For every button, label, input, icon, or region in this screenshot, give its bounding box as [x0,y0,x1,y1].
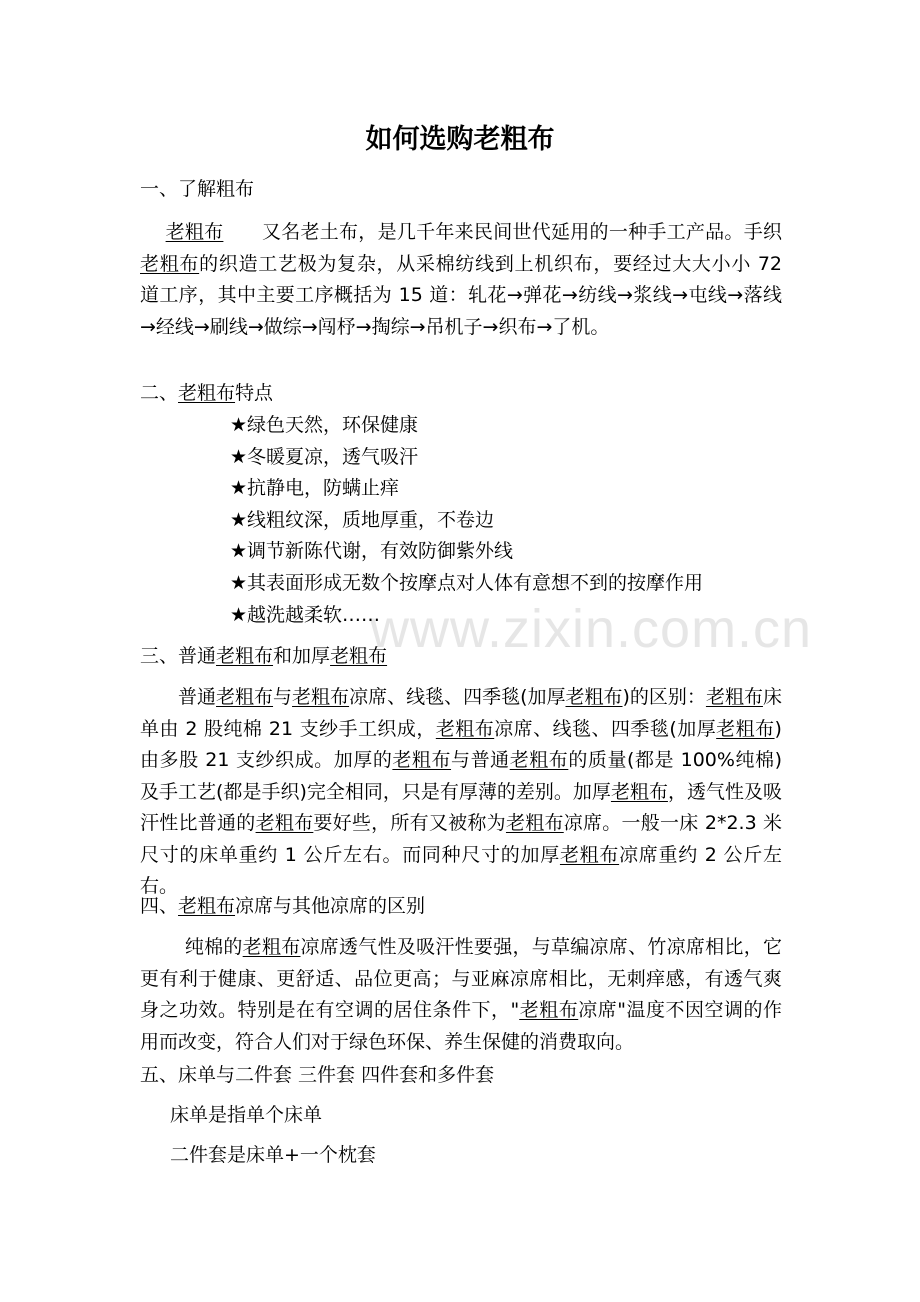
text-run: 与 [273,686,293,708]
term-lao-cu-bu: 老粗布 [565,686,623,708]
heading-text: 和加厚 [273,645,331,667]
term-lao-cu-bu: 老粗布 [242,936,301,958]
term-lao-cu-bu: 老粗布 [705,686,763,708]
text-run: ，透气性及吸汗性比普通的 [140,780,782,834]
section-4-heading [140,893,425,919]
text-run: 又名老土布，是几千年来民间世代延用的一种手工产品。手织 [223,221,782,243]
term-lao-cu-bu: 老粗布 [216,686,274,708]
page-title: 如何选购老粗布 [365,124,555,155]
term-lao-cu-bu: 老粗布 [165,221,224,243]
heading-number: 四、 [140,895,179,917]
text-run: 普通 [140,686,217,708]
term-lao-cu-bu: 老粗布 [509,749,569,771]
term-lao-cu-bu: 老粗布 [178,895,236,917]
heading-text: 凉席与其他凉席的区别 [235,895,426,917]
text-run: 纯棉的 [140,936,243,958]
text-run: 凉席、线毯、四季毯(加厚 [349,686,566,708]
feature-list [230,410,703,631]
feature-item: ★调节新陈代谢，有效防御紫外线 [230,540,514,563]
term-lao-cu-bu: 老粗布 [255,812,314,834]
section-3-paragraph [140,682,782,903]
term-lao-cu-bu: 老粗布 [292,686,350,708]
section-5-line-2: 二件套是床单+一个枕套 [170,1144,376,1166]
term-lao-cu-bu: 老粗布 [716,717,775,740]
section-2-heading [140,380,273,406]
term-lao-cu-bu: 老粗布 [392,749,452,771]
text-run: 的织造工艺极为复杂，从采棉纺线到上机织布，要经过大大小小 72 道工序，其中主要工序概括为 15 道：轧花→弹花→纺线→浆线→屯线→落线→经线→刷线→做综→闯杼→掏综→吊机子→织布→了机。 [140,252,782,338]
text-run: 凉席。一般一床 2*2.3 米尺寸的床单重约 1 公斤左右。而同种尺寸的加厚 [140,812,782,866]
text-run: 的质量(都是 100%纯棉)及手工艺(都是手织)完全相同，只是有厚薄的差别。加厚 [140,749,782,803]
feature-item: ★线粗纹深，质地厚重，不卷边 [230,508,495,531]
text-run: )的区别： [622,686,706,708]
text-run: 凉席、线毯、四季毯(加厚 [494,717,717,740]
text-run: 凉席"温度不因空调的作用而改变，符合人们对于绿色环保、养生保健的消费取向。 [140,999,782,1053]
section-4-paragraph [140,932,782,1058]
term-lao-cu-bu: 老粗布 [435,717,495,740]
heading-text: 三、普通 [140,645,217,667]
term-lao-cu-bu: 老粗布 [559,843,620,866]
term-lao-cu-bu: 老粗布 [519,999,579,1021]
section-3-heading [140,643,387,669]
term-lao-cu-bu: 老粗布 [330,645,388,667]
term-lao-cu-bu: 老粗布 [505,812,564,834]
text-run: 与普通 [451,749,510,771]
heading-text: 特点 [235,382,274,404]
text-run: 凉席透气性及吸汗性要强，与草编凉席、竹凉席相比，它更有利于健康、更舒适、品位更高；与亚麻凉席相比，无刺痒感，有透气爽身之功效。特别是在有空调的居住条件下，" [140,936,782,1021]
term-lao-cu-bu: 老粗布 [140,252,200,275]
feature-item: ★绿色天然，环保健康 [230,414,419,436]
text-run: 床单由 2 股纯棉 21 支纱手工织成， [140,686,782,740]
term-lao-cu-bu: 老粗布 [610,780,668,803]
feature-item: ★其表面形成无数个按摩点对人体有意想不到的按摩作用 [230,571,704,594]
feature-item: ★抗静电，防螨止痒 [230,477,400,500]
feature-item: ★越洗越柔软…… [230,603,381,626]
text-run: 要好些，所有又被称为 [313,812,506,834]
watermark: www.zixin.com.cn [370,599,813,659]
text-run: 凉席重约 2 公斤左右。 [140,843,782,897]
section-5-heading: 五、床单与二件套 三件套 四件套和多件套 [140,1064,495,1086]
section-5-line-1: 床单是指单个床单 [170,1104,323,1126]
term-lao-cu-bu: 老粗布 [178,382,236,404]
text-run: )由多股 21 支纱织成。加厚的 [140,717,782,771]
feature-item: ★冬暖夏凉，透气吸汗 [230,445,419,468]
term-lao-cu-bu: 老粗布 [216,645,274,667]
heading-number: 二、 [140,382,179,404]
section-1-paragraph [140,217,782,343]
section-1-heading: 一、了解粗布 [140,178,255,200]
